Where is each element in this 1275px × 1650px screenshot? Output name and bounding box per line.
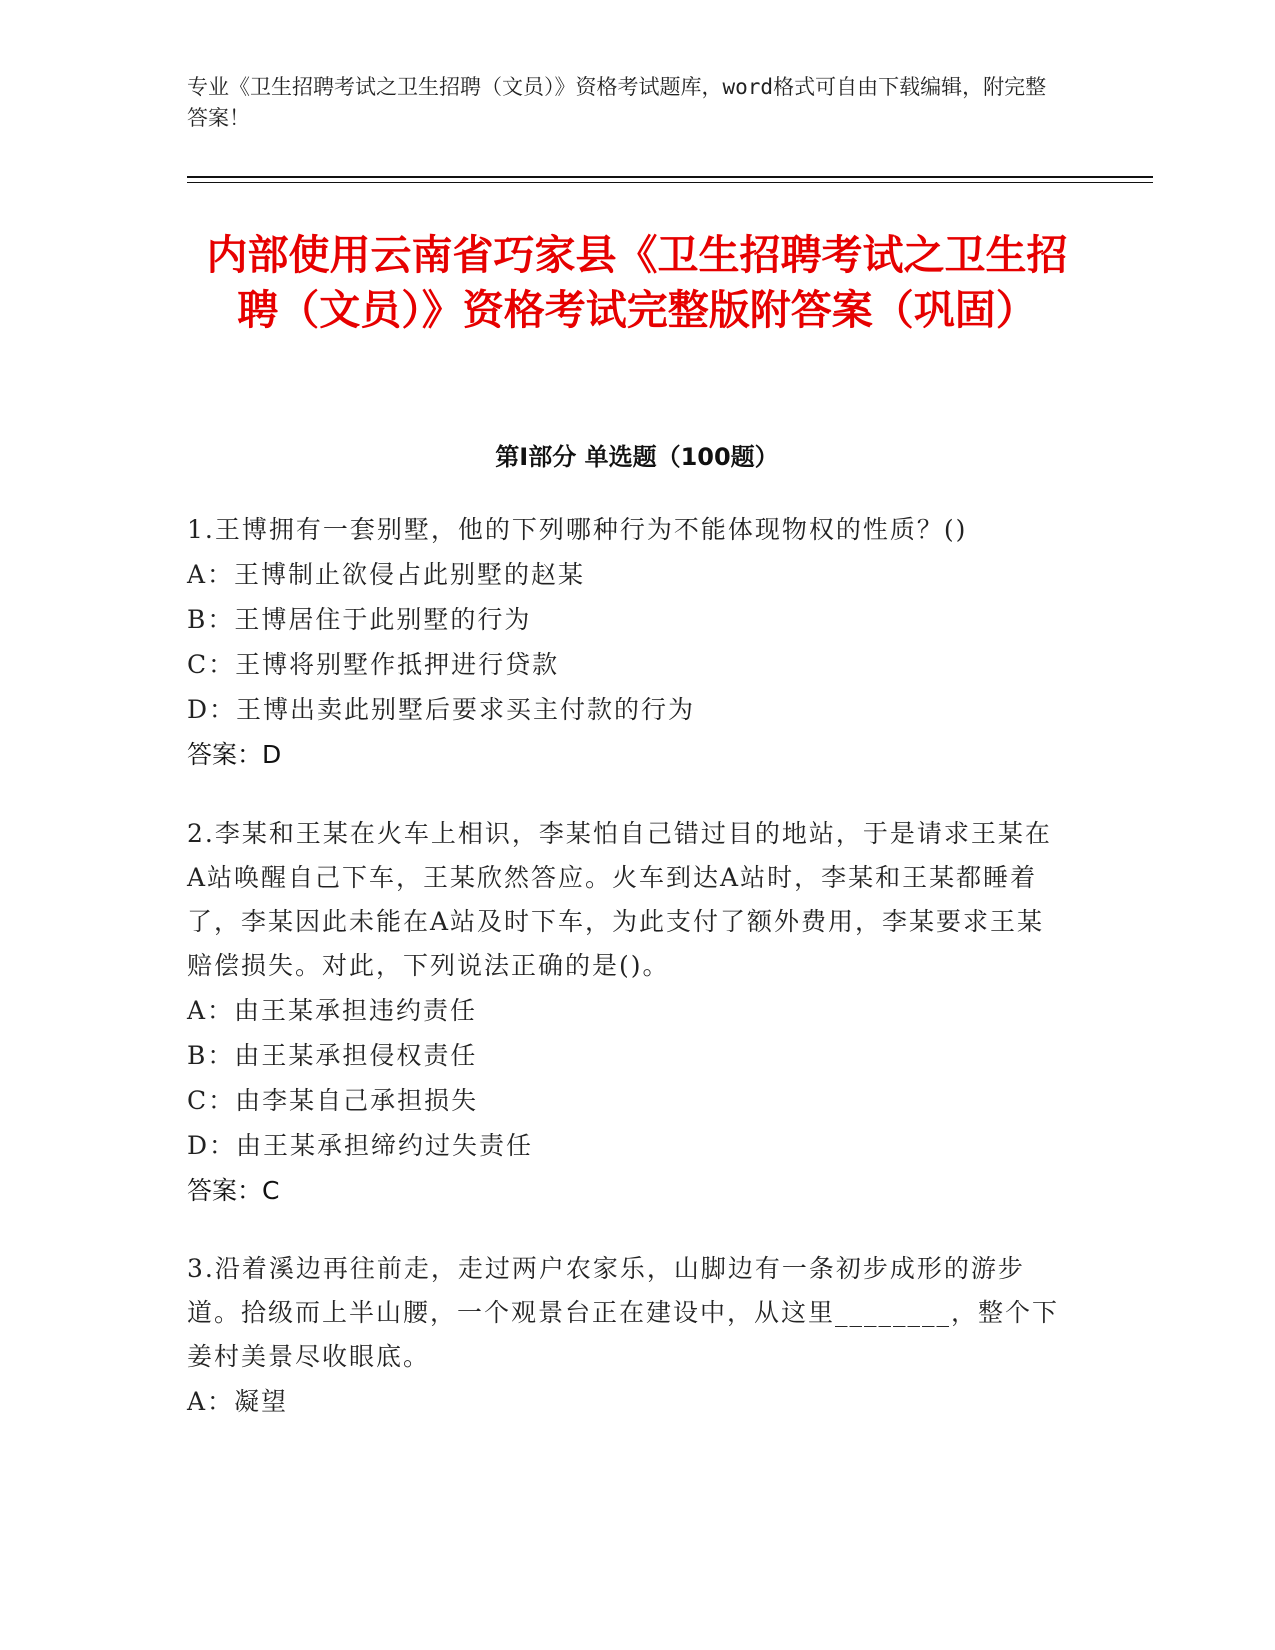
option-a: A：王博制止欲侵占此别墅的赵某 bbox=[187, 560, 586, 589]
document-title: 内部使用云南省巧家县《卫生招聘考试之卫生招聘（文员）》资格考试完整版附答案（巩固） bbox=[206, 231, 1068, 334]
question-2 bbox=[187, 812, 1067, 1213]
answer: 答案：D bbox=[187, 740, 282, 769]
header-divider-thin bbox=[187, 182, 1153, 183]
option-b: B：王博居住于此别墅的行为 bbox=[187, 605, 532, 634]
option-a: A：由王某承担违约责任 bbox=[187, 996, 478, 1025]
option-a: A：凝望 bbox=[187, 1387, 289, 1416]
option-b: B：由王某承担侵权责任 bbox=[187, 1041, 478, 1070]
answer: 答案：C bbox=[187, 1176, 280, 1205]
question-3 bbox=[187, 1247, 1067, 1424]
option-c: C：王博将别墅作抵押进行贷款 bbox=[187, 650, 560, 679]
option-d: D：王博出卖此别墅后要求买主付款的行为 bbox=[187, 695, 696, 724]
header-divider bbox=[187, 176, 1153, 178]
question-text: 1.王博拥有一套别墅，他的下列哪种行为不能体现物权的性质？() bbox=[187, 515, 968, 544]
question-1 bbox=[187, 508, 1067, 777]
section-heading: 第I部分 单选题（100题） bbox=[495, 443, 779, 471]
option-c: C：由李某自己承担损失 bbox=[187, 1086, 479, 1115]
header-note: 专业《卫生招聘考试之卫生招聘（文员）》资格考试题库，word格式可自由下载编辑，附完整答案！ bbox=[187, 75, 1047, 130]
option-d: D：由王某承担缔约过失责任 bbox=[187, 1131, 534, 1160]
question-text: 2.李某和王某在火车上相识，李某怕自己错过目的地站，于是请求王某在A站唤醒自己下车，王某欣然答应。火车到达A站时，李某和王某都睡着了，李某因此未能在A站及时下车，为此支付了额外费用，李某要求王某赔偿损失。对此，下列说法正确的是()。 bbox=[187, 819, 1052, 980]
question-text: 3.沿着溪边再往前走，走过两户农家乐，山脚边有一条初步成形的游步道。拾级而上半山腰，一个观景台正在建设中，从这里________，整个下姜村美景尽收眼底。 bbox=[187, 1254, 1060, 1371]
